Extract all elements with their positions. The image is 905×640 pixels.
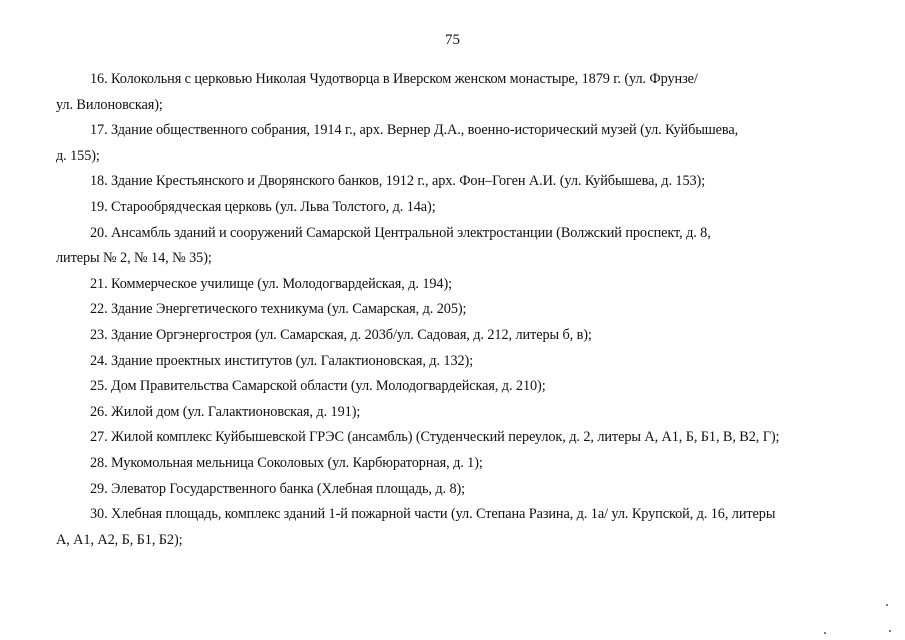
list-item-continuation: литеры № 2, № 14, № 35); (56, 250, 212, 267)
list-item-text: 25. Дом Правительства Самарской области (ул. Молодогвардейская, д. 210); (90, 378, 546, 395)
list-item (56, 451, 856, 477)
list-item (56, 195, 856, 221)
list-item-continuation: д. 155); (56, 147, 100, 164)
list-item (56, 349, 856, 375)
list-item-text: 26. Жилой дом (ул. Галактионовская, д. 191); (90, 403, 361, 420)
scan-speck (889, 630, 891, 632)
list-item (56, 374, 856, 400)
list-item-continuation: ул. Вилоновская); (56, 96, 163, 113)
scan-speck (886, 604, 888, 606)
list-item-text: 20. Ансамбль зданий и сооружений Самарской Центральной электростанции (Волжский проспект, д. 8, (90, 224, 711, 241)
list-item-text: 18. Здание Крестьянского и Дворянского банков, 1912 г., арх. Фон–Гоген А.И. (ул. Куйбышева, д. 153); (90, 173, 706, 190)
list-item (56, 502, 856, 553)
list-item-text: 23. Здание Оргэнергостроя (ул. Самарская, д. 203б/ул. Садовая, д. 212, литеры б, в); (90, 326, 592, 343)
list-item-text: 22. Здание Энергетического техникума (ул. Самарская, д. 205); (90, 301, 467, 318)
list-item-text: 27. Жилой комплекс Куйбышевской ГРЭС (ансамбль) (Студенческий переулок, д. 2, литеры А, А1, Б, Б1, В, В2, Г); (90, 429, 780, 446)
list-item-text: 21. Коммерческое училище (ул. Молодогвардейская, д. 194); (90, 275, 453, 292)
list-item (56, 221, 856, 272)
scan-speck (824, 632, 826, 634)
list-item-text: 17. Здание общественного собрания, 1914 г., арх. Вернер Д.А., военно-исторический музей (ул. Куйбышева, (90, 122, 739, 139)
list-item (56, 297, 856, 323)
list-item (56, 477, 856, 503)
list-item (56, 425, 856, 451)
list-item (56, 323, 856, 349)
list-item-text: 16. Колокольня с церковью Николая Чудотворца в Иверском женском монастыре, 1879 г. (ул. Фрунзе/ (90, 71, 698, 87)
list-item-text: 24. Здание проектных институтов (ул. Галактионовская, д. 132); (90, 352, 474, 369)
list-item (56, 272, 856, 298)
list-item (56, 400, 856, 426)
list-item-text: 28. Мукомольная мельница Соколовых (ул. Карбюраторная, д. 1); (90, 454, 483, 471)
list-item-text: 29. Элеватор Государственного банка (Хлебная площадь, д. 8); (90, 480, 466, 497)
list-item-text: 19. Старообрядческая церковь (ул. Льва Толстого, д. 14а); (90, 198, 436, 215)
list-item (56, 169, 856, 195)
list-item (56, 67, 856, 118)
monument-list (56, 67, 856, 553)
list-item-continuation: А, А1, А2, Б, Б1, Б2); (56, 531, 183, 548)
list-item (56, 118, 856, 169)
page-number: 75 (445, 32, 460, 48)
list-item-text: 30. Хлебная площадь, комплекс зданий 1-й пожарной части (ул. Степана Разина, д. 1а/ ул. Крупской, д. 16, литеры (90, 506, 776, 523)
